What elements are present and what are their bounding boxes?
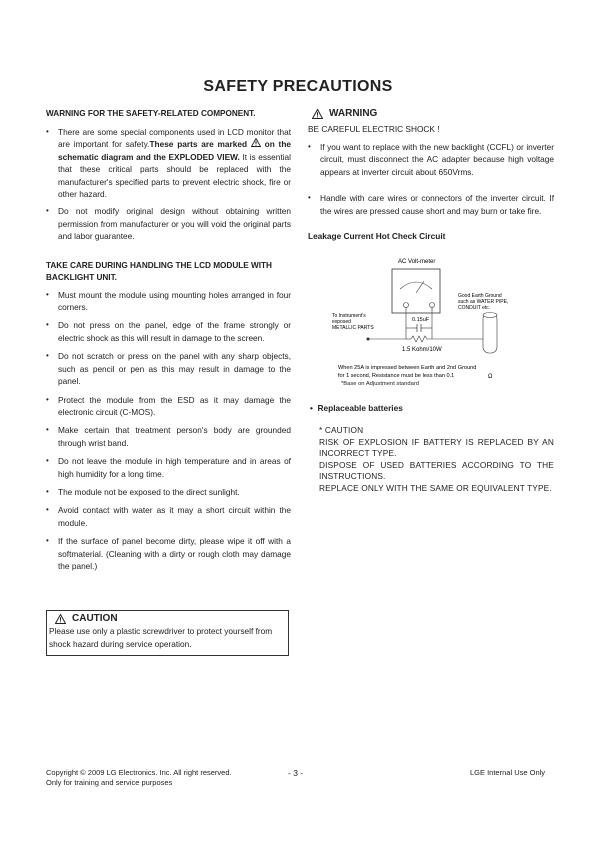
list-item xyxy=(46,126,291,200)
resistor xyxy=(411,336,432,342)
resistor-label: 1.5 Kohm/10W xyxy=(402,347,442,354)
footer-left xyxy=(46,768,232,788)
list-item-bold-text: on the schematic diagram and the EXPLODED VIEW. xyxy=(58,139,292,162)
safety-component-list xyxy=(46,126,291,243)
leakage-note-unit: Ω xyxy=(488,374,493,381)
list-item: • If you want to replace with the new backlight (CCFL) or inverter circuit, must disconnect the AC adapter because high voltage appears at inverter circuit about 650Vrms. xyxy=(308,141,554,178)
lcd-handling-list xyxy=(46,289,291,573)
instrument-label: To Instrument's xyxy=(332,313,366,320)
caution-header xyxy=(55,613,286,624)
warning-triangle-icon xyxy=(312,109,323,119)
ground-label: Good Earth Ground xyxy=(458,293,502,300)
battery-line: RISK OF EXPLOSION IF BATTERY IS REPLACED BY AN INCORRECT TYPE. xyxy=(319,436,554,459)
warning-triangle-icon xyxy=(55,614,66,624)
list-item: • The module not be exposed to the direct sunlight. xyxy=(46,486,291,498)
bullet: • xyxy=(310,403,318,414)
battery-line: REPLACE ONLY WITH THE SAME OR EQUIVALENT TYPE. xyxy=(319,482,552,493)
list-item: • Make certain that treatment person's body are grounded through wrist band. xyxy=(46,424,291,449)
ground-label: CONDUIT etc. xyxy=(458,305,491,312)
caution-box xyxy=(46,610,289,656)
leakage-heading: Leakage Current Hot Check Circuit xyxy=(308,231,446,242)
list-item: • Protect the module from the ESD as it may damage the electronic circuit (C-MOS). xyxy=(46,394,291,419)
list-item: • Do not modify original design without obtaining written permission from manufacturer or you will void the original parts and labor guarantee. xyxy=(46,205,291,242)
instrument-label: METALLIC PARTS xyxy=(332,325,374,332)
capacitor-label: 0.15uF xyxy=(412,317,430,324)
battery-heading-text: Replaceable batteries xyxy=(317,403,403,414)
instrument-label: exposed xyxy=(332,319,351,326)
training-note: Only for training and service purposes xyxy=(46,778,173,787)
list-item: • Must mount the module using mounting holes arranged in four corners. xyxy=(46,289,291,314)
list-item-text: There are some special components used in LCD monitor that are important for safety. xyxy=(58,127,291,150)
warning-header xyxy=(312,108,554,119)
page-title: SAFETY PRECAUTIONS xyxy=(203,78,393,95)
leakage-note: When 25A is impressed between Earth and 2nd Ground xyxy=(338,365,477,372)
battery-line: DISPOSE OF USED BATTERIES ACCORDING TO THE INSTRUCTIONS. xyxy=(319,459,554,482)
water-pipe-top xyxy=(483,313,497,318)
probe-dot xyxy=(367,338,370,341)
leakage-circuit-diagram xyxy=(308,245,554,388)
battery-line: * CAUTION xyxy=(319,425,364,436)
list-item: • Do not scratch or press on the panel with any sharp objects, such as pencil or pen as this may result in damage to the panel. xyxy=(46,350,291,387)
list-item: • If the surface of panel become dirty, please wipe it off with a softmaterial. (Cleaning with a dirty or rough cloth may damage the panel.) xyxy=(46,535,291,572)
warning-heading: WARNING xyxy=(329,108,378,119)
ground-label: such as WATER PIPE, xyxy=(458,299,509,306)
section-heading-lcd-handling: TAKE CARE DURING HANDLING THE LCD MODULE WITH BACKLIGHT UNIT. xyxy=(46,260,272,282)
meter-terminal-right xyxy=(430,303,435,308)
list-item: • Do not press on the panel, edge of the frame strongly or electric shock as this will result in damage to the screen. xyxy=(46,319,291,344)
caution-heading: CAUTION xyxy=(72,613,118,624)
meter-label: AC Volt-meter xyxy=(398,259,436,266)
list-item: • Do not leave the module in high temperature and in areas of high humidity for a long time. xyxy=(46,455,291,480)
list-item: • Avoid contact with water as it may a short circuit within the module. xyxy=(46,504,291,529)
battery-caution xyxy=(319,425,554,494)
left-column xyxy=(46,108,291,578)
caution-text: Please use only a plastic screwdriver to protect yourself from shock hazard during service operation. xyxy=(49,626,273,649)
water-pipe xyxy=(483,313,497,353)
right-column xyxy=(308,108,554,494)
meter-terminal-left xyxy=(404,303,409,308)
list-item-text: It is essential that these critical parts should be replaced with the manufacturer's specified parts to prevent electric shock, fire or other hazard. xyxy=(58,151,292,200)
warning-list xyxy=(308,141,554,217)
page-number: - 3 - xyxy=(288,768,304,778)
list-item-bold-text: These parts are marked xyxy=(149,139,248,150)
section-heading-safety-component: WARNING FOR THE SAFETY-RELATED COMPONENT. xyxy=(46,109,256,118)
warning-subheading: BE CAREFUL ELECTRIC SHOCK ! xyxy=(308,124,440,134)
leakage-note: for 1 second, Resistance must be less than 0.1 xyxy=(338,373,455,380)
copyright: Copyright © 2009 LG Electronics. Inc. All right reserved. xyxy=(46,768,232,777)
warning-triangle-icon xyxy=(251,138,261,147)
battery-heading xyxy=(310,403,554,413)
internal-use-note: LGE Internal Use Only xyxy=(470,768,546,777)
leakage-note: *Base on Adjustment standard xyxy=(341,381,419,388)
list-item: • Handle with care wires or connectors of the inverter circuit. If the wires are pressed cause short and may burn or take fire. xyxy=(308,192,554,217)
